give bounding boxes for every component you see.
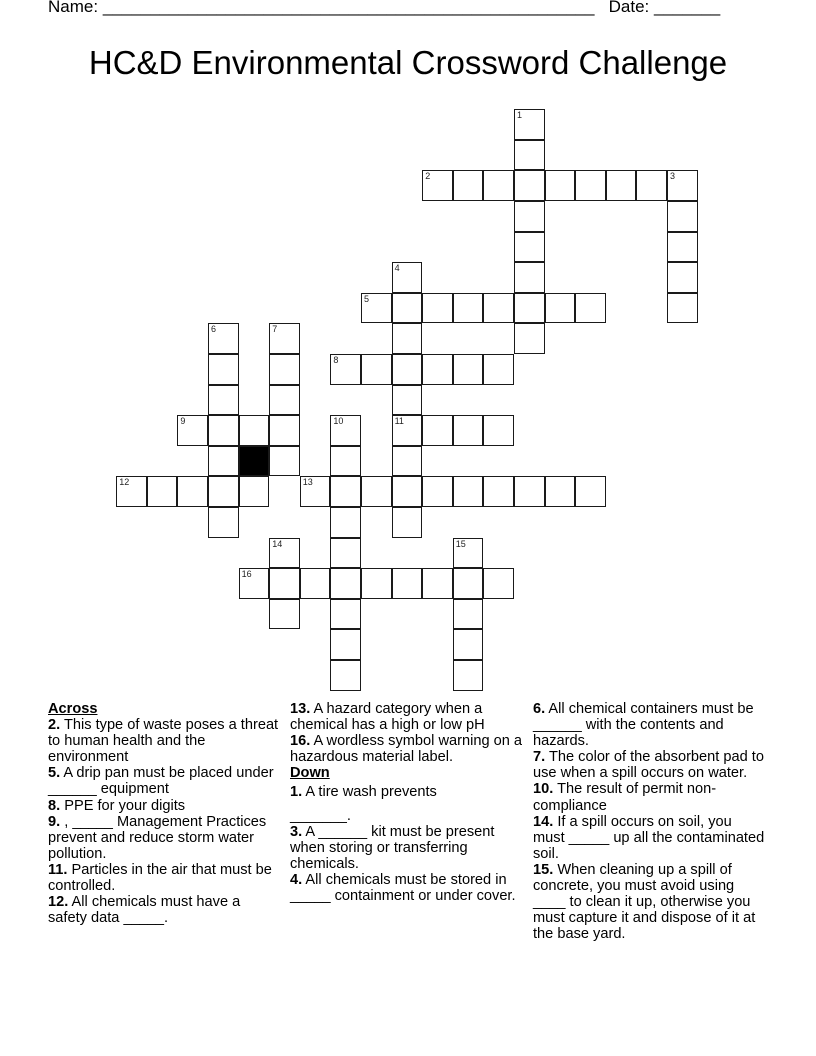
grid-cell[interactable] (269, 323, 300, 354)
grid-cell[interactable] (208, 476, 239, 507)
black-cell (239, 446, 270, 477)
grid-cell[interactable] (422, 415, 453, 446)
grid-cell[interactable] (453, 599, 484, 630)
grid-cell[interactable] (514, 201, 545, 232)
grid-cell[interactable] (330, 629, 361, 660)
clues-column-2 (290, 701, 522, 904)
grid-cell[interactable] (422, 568, 453, 599)
clue-down-15: 15. When cleaning up a spill of concrete, you must avoid using ____ to clean it up, otherwise you must capture it and dispose of it at the base yard. (533, 861, 756, 943)
clue-number: 1 (517, 110, 523, 121)
clues-column-3 (533, 701, 765, 942)
grid-cell[interactable] (208, 354, 239, 385)
grid-cell[interactable] (392, 568, 423, 599)
grid-cell[interactable] (453, 476, 484, 507)
clue-across-8: 8. PPE for your digits (48, 797, 186, 814)
grid-cell[interactable] (514, 170, 545, 201)
grid-cell[interactable] (667, 170, 698, 201)
grid-cell[interactable] (239, 476, 270, 507)
grid-cell[interactable] (514, 293, 545, 324)
grid-cell[interactable] (514, 140, 545, 171)
grid-cell[interactable] (483, 568, 514, 599)
grid-cell[interactable] (239, 568, 270, 599)
grid-cell[interactable] (575, 293, 606, 324)
grid-cell[interactable] (330, 660, 361, 691)
grid-cell[interactable] (269, 538, 300, 569)
clue-down-1: 1. A tire wash prevents _______. (290, 784, 437, 824)
grid-cell[interactable] (361, 568, 392, 599)
grid-cell[interactable] (514, 232, 545, 263)
grid-cell[interactable] (514, 323, 545, 354)
clue-number: 12 (119, 477, 130, 488)
grid-cell[interactable] (177, 476, 208, 507)
grid-cell[interactable] (177, 415, 208, 446)
grid-cell[interactable] (483, 170, 514, 201)
grid-cell[interactable] (453, 170, 484, 201)
grid-cell[interactable] (392, 385, 423, 416)
grid-cell[interactable] (483, 415, 514, 446)
clue-number: 16 (241, 569, 252, 580)
grid-cell[interactable] (330, 538, 361, 569)
across-heading: Across (48, 701, 98, 717)
grid-cell[interactable] (269, 354, 300, 385)
clue-down-10: 10. The result of permit non-compliance (533, 781, 717, 814)
grid-cell[interactable] (514, 262, 545, 293)
name-field[interactable]: ____________________________________________________ (102, 0, 595, 16)
grid-cell[interactable] (330, 476, 361, 507)
grid-cell[interactable] (575, 476, 606, 507)
grid-cell[interactable] (361, 476, 392, 507)
grid-cell[interactable] (453, 629, 484, 660)
grid-cell[interactable] (606, 170, 637, 201)
clue-down-3: 3. A ______ kit must be present when storing or transferring chemicals. (290, 823, 495, 872)
grid-cell[interactable] (392, 446, 423, 477)
grid-cell[interactable] (300, 476, 331, 507)
name-label: Name: (48, 0, 99, 16)
grid-cell[interactable] (392, 262, 423, 293)
date-field[interactable]: _______ (654, 0, 721, 16)
clue-down-6: 6. All chemical containers must be ______ with the contents and hazards. (533, 701, 754, 750)
grid-cell[interactable] (330, 507, 361, 538)
grid-cell[interactable] (667, 232, 698, 263)
grid-cell[interactable] (636, 170, 667, 201)
clue-across-16: 16. A wordless symbol warning on a hazardous material label. (290, 733, 523, 766)
clue-across-12: 12. All chemicals must have a safety data _____. (48, 894, 241, 927)
grid-cell[interactable] (392, 507, 423, 538)
grid-cell[interactable] (300, 568, 331, 599)
clue-number: 14 (272, 538, 283, 549)
grid-cell[interactable] (514, 109, 545, 140)
grid-cell[interactable] (483, 354, 514, 385)
grid-cell[interactable] (330, 599, 361, 630)
grid-cell[interactable] (361, 293, 392, 324)
grid-cell[interactable] (269, 415, 300, 446)
clue-number: 7 (272, 324, 278, 335)
clue-across-2: 2. This type of waste poses a threat to human health and the environment (48, 717, 279, 766)
clue-down-14: 14. If a spill occurs on soil, you must _____ up all the contaminated soil. (533, 813, 765, 862)
clue-number: 6 (211, 324, 217, 335)
grid-cell[interactable] (453, 415, 484, 446)
grid-cell[interactable] (453, 293, 484, 324)
grid-cell[interactable] (330, 568, 361, 599)
grid-cell[interactable] (392, 293, 423, 324)
grid-cell[interactable] (147, 476, 178, 507)
grid-cell[interactable] (269, 385, 300, 416)
clues-column-1 (48, 701, 280, 926)
grid-cell[interactable] (422, 170, 453, 201)
grid-cell[interactable] (208, 385, 239, 416)
date-label: Date: (608, 0, 650, 16)
clue-across-13: 13. A hazard category when a chemical has a high or low pH (290, 701, 485, 734)
grid-cell[interactable] (453, 354, 484, 385)
clue-number: 5 (364, 293, 370, 304)
grid-cell[interactable] (361, 354, 392, 385)
clue-down-7: 7. The color of the absorbent pad to use when a spill occurs on water. (533, 749, 764, 782)
clue-number: 3 (670, 171, 676, 182)
grid-cell[interactable] (269, 446, 300, 477)
clue-across-9: 9. , _____ Management Practices prevent and reduce storm water pollution. (48, 813, 267, 862)
grid-cell[interactable] (392, 354, 423, 385)
grid-cell[interactable] (667, 201, 698, 232)
grid-cell[interactable] (208, 415, 239, 446)
name-date-line (48, 0, 748, 17)
page-title: HC&D Environmental Crossword Challenge (88, 44, 728, 81)
grid-cell[interactable] (422, 354, 453, 385)
grid-cell[interactable] (330, 354, 361, 385)
clue-number: 11 (394, 416, 404, 427)
grid-cell[interactable] (269, 599, 300, 630)
clue-number: 2 (425, 171, 431, 182)
grid-cell[interactable] (453, 538, 484, 569)
grid-cell[interactable] (392, 476, 423, 507)
grid-cell[interactable] (453, 660, 484, 691)
grid-cell[interactable] (239, 415, 270, 446)
grid-cell[interactable] (422, 476, 453, 507)
clue-number: 9 (180, 416, 186, 427)
grid-cell[interactable] (545, 293, 576, 324)
grid-cell[interactable] (514, 476, 545, 507)
grid-cell[interactable] (208, 323, 239, 354)
grid-cell[interactable] (575, 170, 606, 201)
clue-number: 10 (333, 416, 344, 427)
grid-cell[interactable] (545, 170, 576, 201)
grid-cell[interactable] (667, 293, 698, 324)
clue-across-11: 11. Particles in the air that must be controlled. (48, 861, 272, 895)
grid-cell[interactable] (422, 293, 453, 324)
grid-cell[interactable] (392, 415, 423, 446)
clue-across-5: 5. A drip pan must be placed under ______ equipment (48, 765, 274, 798)
down-heading: Down (290, 765, 330, 782)
grid-cell[interactable] (667, 262, 698, 293)
grid-cell[interactable] (208, 507, 239, 538)
clue-down-4: 4. All chemicals must be stored in _____ containment or under cover. (290, 871, 516, 905)
grid-cell[interactable] (483, 476, 514, 507)
clue-number: 13 (302, 477, 313, 488)
grid-cell[interactable] (116, 476, 147, 507)
grid-cell[interactable] (269, 568, 300, 599)
grid-cell[interactable] (208, 446, 239, 477)
grid-cell[interactable] (330, 415, 361, 446)
clue-number: 8 (333, 355, 339, 365)
grid-cell[interactable] (392, 323, 423, 354)
grid-cell[interactable] (330, 446, 361, 477)
clue-number: 15 (455, 538, 466, 549)
grid-cell[interactable] (453, 568, 484, 599)
grid-cell[interactable] (483, 293, 514, 324)
grid-cell[interactable] (545, 476, 576, 507)
clue-number: 4 (394, 263, 400, 274)
